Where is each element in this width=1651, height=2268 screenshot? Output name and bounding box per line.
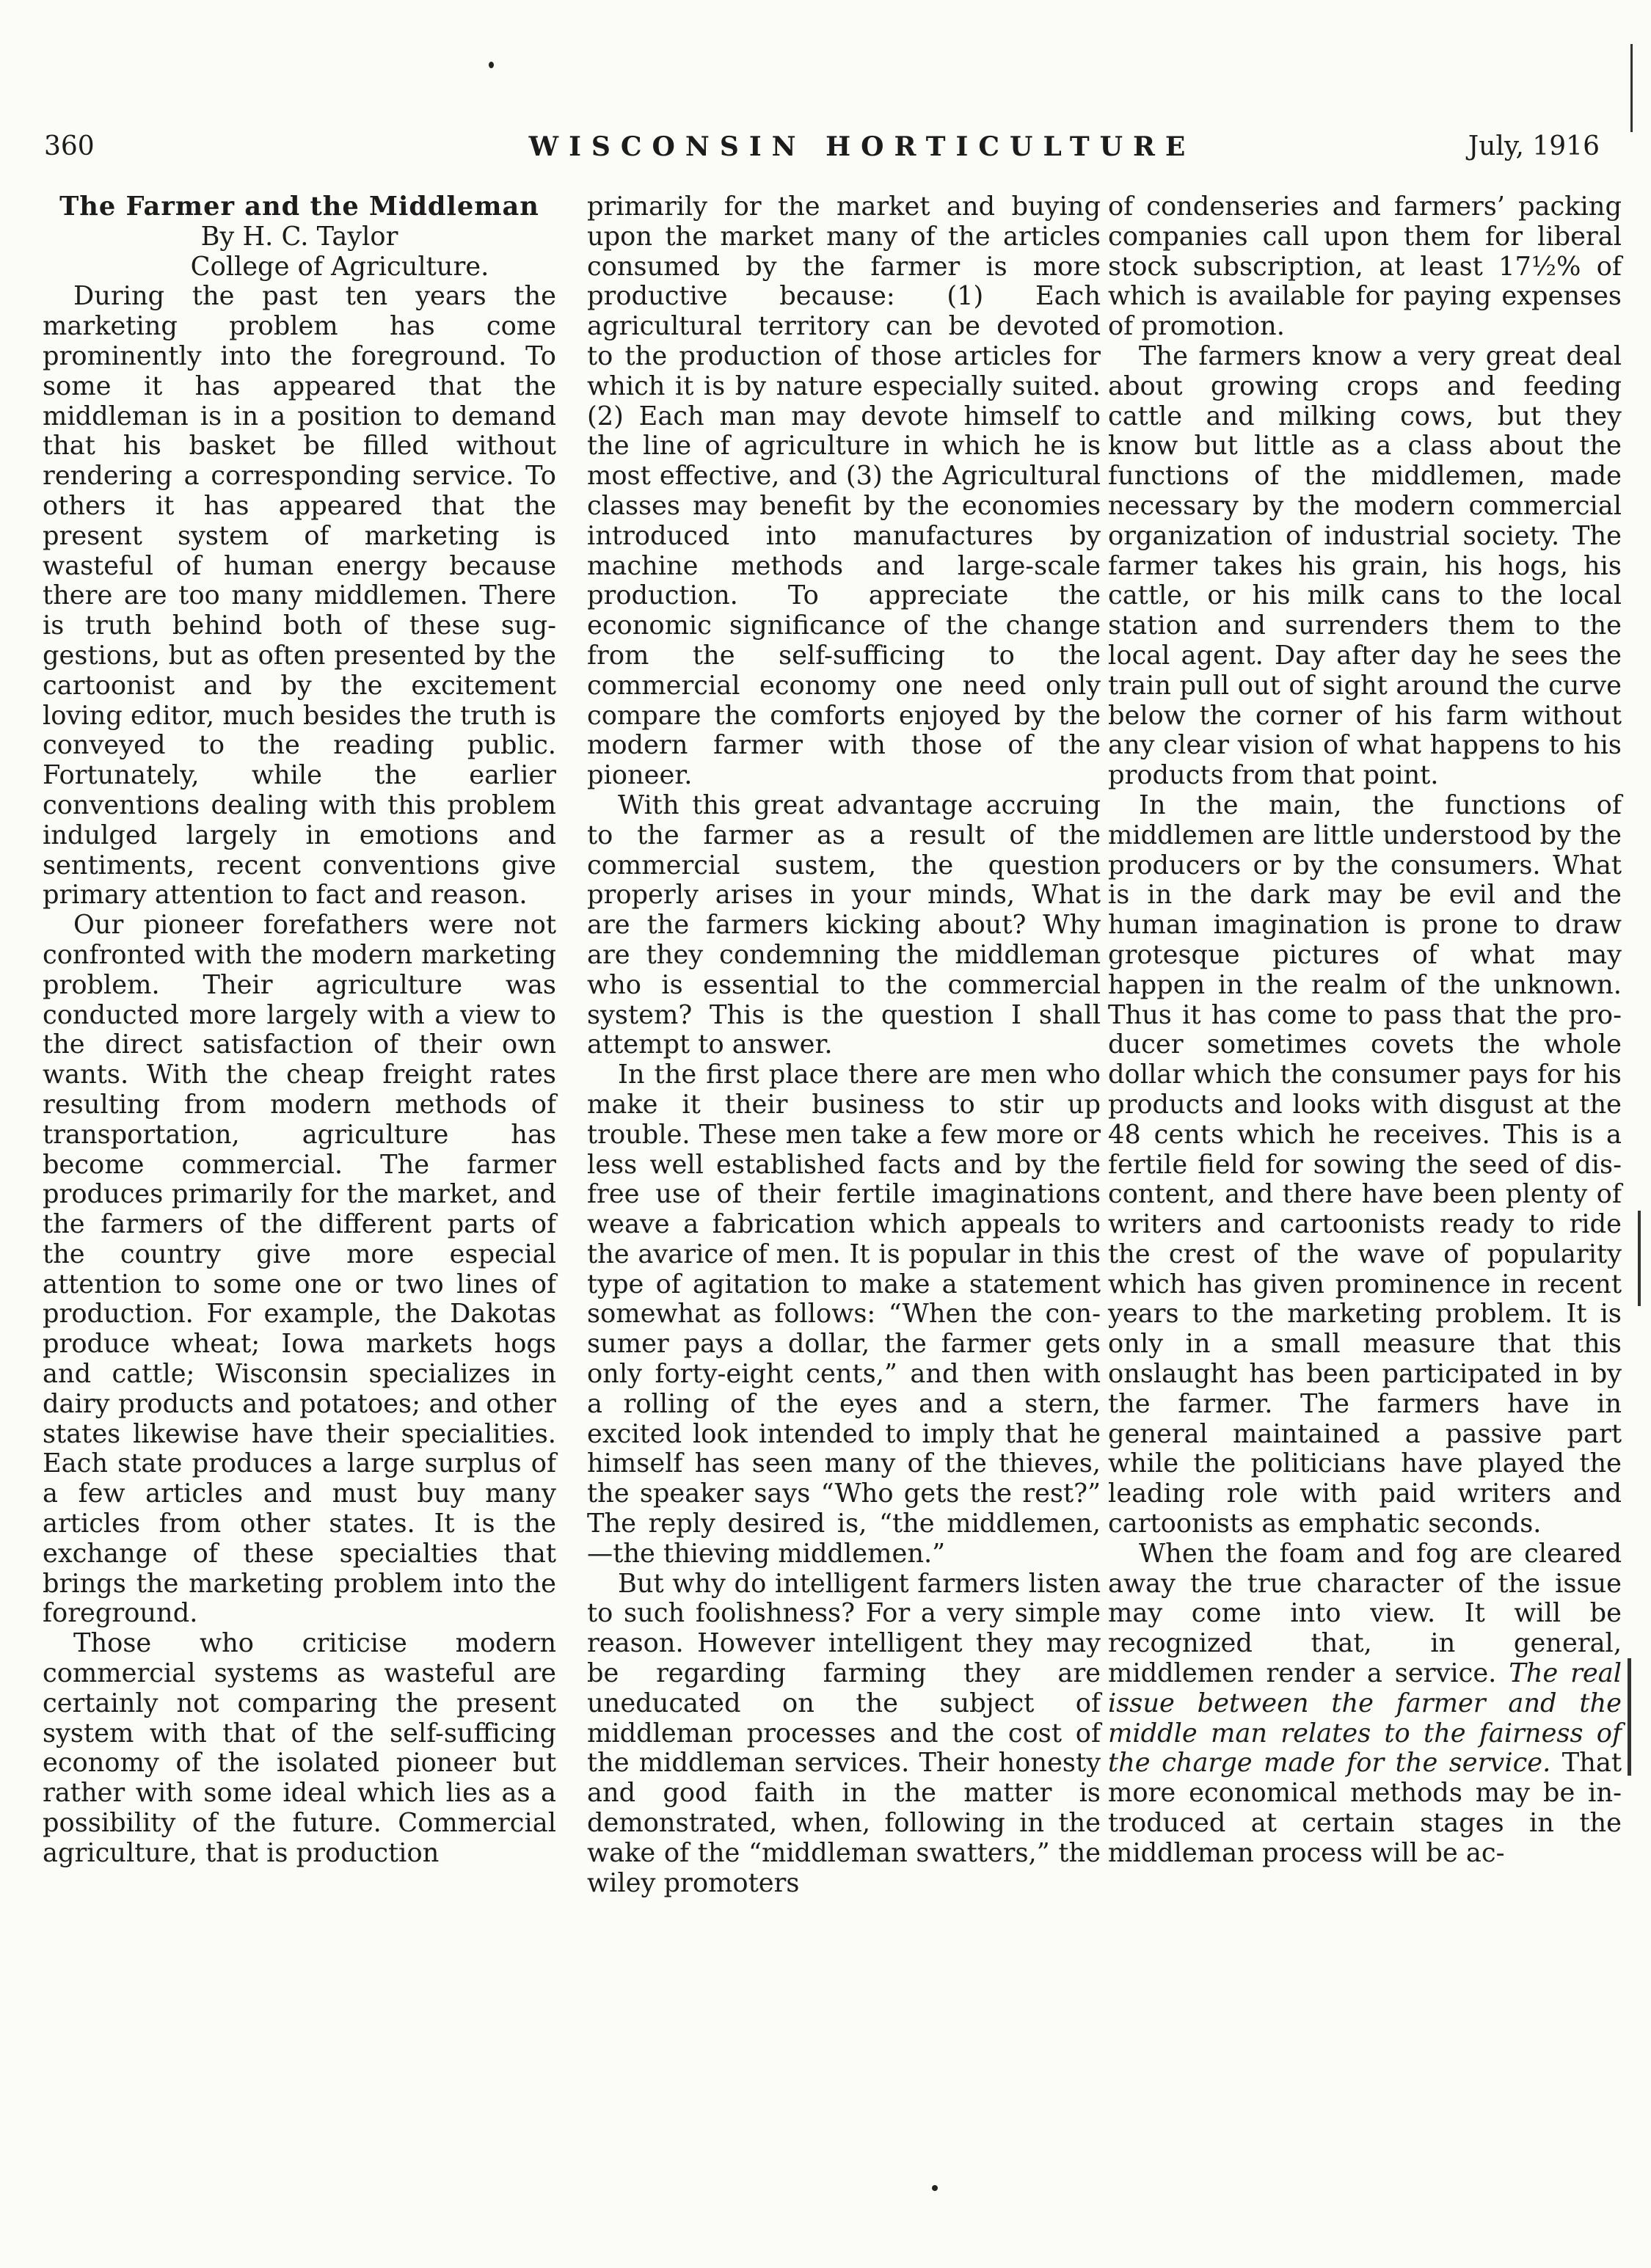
scan-speck [932,2185,938,2191]
scan-edge-mark [1630,44,1633,132]
running-header [44,125,1600,169]
paragraph-continued: primarily for the market and buying upon the market many of the articles consumed by the farmer is more productive because: (1) Each agricultural territory can be devoted to the production of those articles for which it is by nature especially suited. (2) Each man may devote himself to the line of agriculture in which he is most effective, and (3) the Agricultural classes may benefit by the economies introduced into manufactures by machine methods and large-scale production. To appreciate the economic significance of the change from the self-sufficing to the commercial economy one need only compare the comforts enjoyed by the modern farmer with those of the pioneer. [587,192,1101,791]
paragraph: The farmers know a very great deal about growing crops and feeding cattle and milking cows, but they know but little as a class about the functions of the middlemen, made necessary by the modern commercial organization of industrial society. The farmer takes his grain, his hogs, his cattle, or his milk cans to the local station and surrenders them to the local agent. Day after day he sees the train pull out of sight around the curve below the corner of his farm without any clear vision of what happens to his products from that point. [1108,340,1622,791]
paragraph: Our pioneer forefathers were not confronted with the modern marketing problem. Their agriculture was conducted more largely with a view to the direct satisfaction of their own wants. With the cheap freight rates resulting from modern methods of transportation, agriculture has become commercial. The farmer produces primarily for the market, and the farmers of the different parts of the country give more especial attention to some one or two lines of production. For example, the Dakotas produce wheat; Iowa markets hogs and cattle; Wisconsin specializes in dairy products and potatoes; and other states likewise have their specialities. Each state produces a large surplus of a few articles and must buy many articles from other states. It is the exchange of these specialties that brings the marketing problem into the foreground. [43,910,556,1629]
paragraph: In the main, the functions of middlemen are little understood by the producers or by the consumers. What is in the dark may be evil and the human imagination is prone to draw grotesque pictures of what may happen in the realm of the unknown. Thus it has come to pass that the producer sometimes covets the whole dollar which the consumer pays for his products and looks with disgust at the 48 cents which he receives. This is a fertile field for sowing the seed of discontent, and there have been plenty of writers and cartoonists ready to ride the crest of the wave of popularity which has given prominence in recent years to the marketing problem. It is only in a small measure that this onslaught has been participated in by the farmer. The farmers have in general maintained a passive part while the politicians have played the leading role with paid writers and cartoonists as emphatic seconds. [1108,790,1622,1539]
column-1 [43,192,556,1869]
paragraph: During the past ten years the marketing problem has come prominently into the foreground. To some it has appeared that the middleman is in a position to demand that his basket be filled without rendering a corresponding service. To others it has appeared that the present system of marketing is wasteful of human energy because there are too many middlemen. There is truth behind both of these suggestions, but as often presented by the cartoonist and by the excitement loving editor, much besides the truth is conveyed to the reading public. Fortunately, while the earlier conventions dealing with this problem indulged largely in emotions and sentiments, recent conventions give primary attention to fact and reason. [43,281,556,911]
scan-edge-mark [1628,1658,1631,1776]
journal-title: WISCONSIN HORTICULTURE [528,131,1196,162]
paragraph: But why do intelligent farmers listen to such foolishness? For a very simple reason. However intelligent they may be regarding farming they are uneducated on the subject of middleman processes and the cost of the middleman services. Their honesty and good faith in the matter is demonstrated, when, following in the wake of the “middleman swatters,” the wiley promoters [587,1568,1101,1898]
column-2 [587,192,1101,1898]
paragraph-continued: of condenseries and farmers’ packing companies call upon them for liberal stock subscription, at least 17½% of which is available for paying expenses of promotion. [1108,192,1622,342]
scan-speck [489,62,494,68]
text-run: That more economical methods may be introduced at certain stages in the middleman process will be ac- [1108,1748,1622,1868]
scan-edge-mark [1638,1211,1641,1306]
paragraph: In the first place there are men who make it their business to stir up trouble. These men take a few more or less well established facts and by the free use of their fertile imaginations weave a fabrication which appeals to the avarice of men. It is popular in this type of agitation to make a statement somewhat as follows: “When the consumer pays a dollar, the farmer gets only forty-eight cents,” and then with a rolling of the eyes and a stern, excited look intended to imply that he himself has seen many of the thieves, the speaker says “Who gets the rest?” The reply desired is, “the middlemen,—the thieving middlemen.” [587,1060,1101,1569]
issue-date: July, 1916 [1468,131,1600,161]
page-number: 360 [44,131,95,161]
paragraph: With this great advantage accruing to the farmer as a result of the commercial sustem, the question properly arises in your minds, What are the farmers kicking about? Why are they condemning the middleman who is essential to the commercial system? This is the question I shall attempt to answer. [587,790,1101,1060]
italic-emphasis: The real issue between the farmer and the middle man relates to the fairness of the charge made for the service. [1108,1658,1622,1779]
article-title: The Farmer and the Middleman [59,192,539,222]
affiliation: College of Agriculture. [190,251,489,282]
author: By H. C. Taylor [200,221,398,252]
column-3 [1108,192,1622,1869]
paragraph-last [1108,1539,1622,1869]
paragraph: Those who criticise modern commercial systems as wasteful are certainly not comparing the present system with that of the self-sufficing economy of the isolated pioneer but rather with some ideal which lies as a possibility of the future. Commercial agriculture, that is production [43,1628,556,1868]
byline [43,222,556,282]
text-run: When the foam and fog are cleared away the true character of the issue may come into view. It will be recognized that, in general, middlemen render a service. [1108,1538,1622,1689]
